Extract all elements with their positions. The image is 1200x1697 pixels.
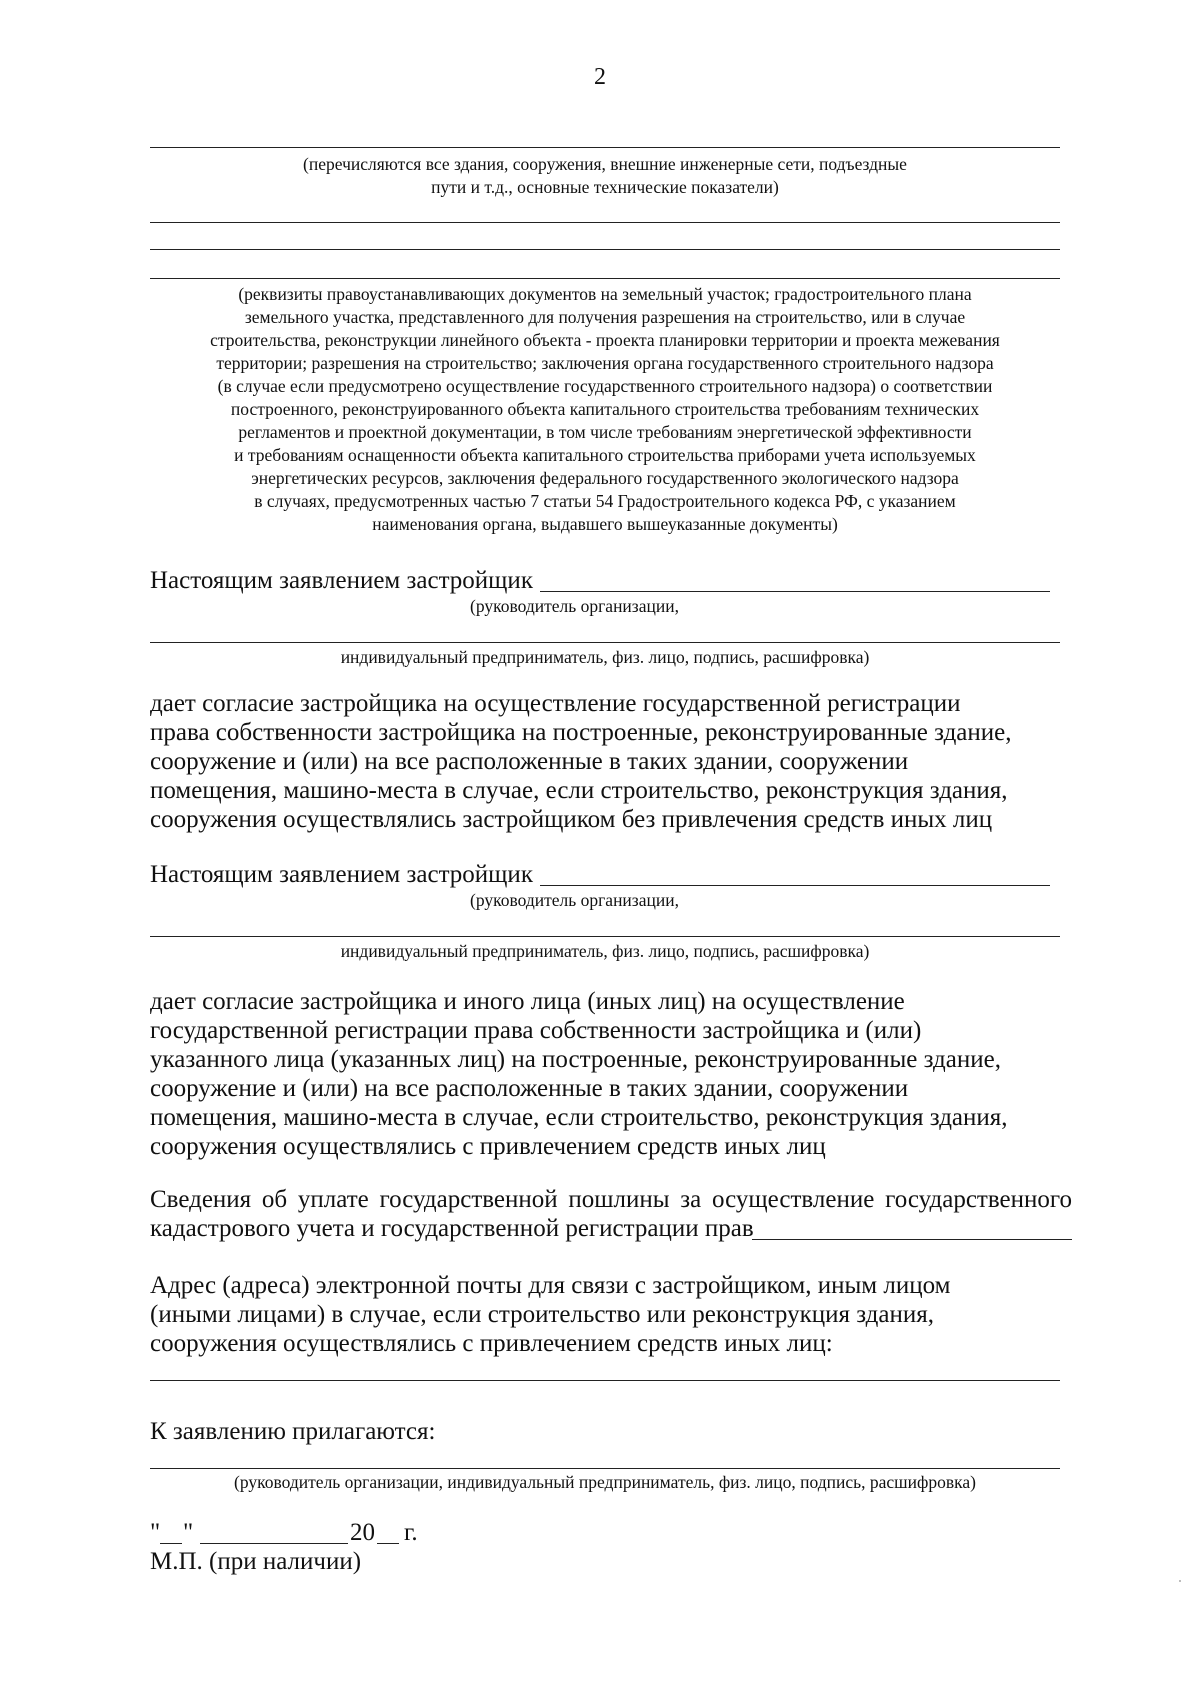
date-year-suffix: г. bbox=[404, 1519, 418, 1546]
caption-line: регламентов и проектной документации, в том числе требованиям энергетической эффективности bbox=[238, 422, 972, 442]
statement1-caption-2: индивидуальный предприниматель, физ. лицо, подпись, расшифровка) bbox=[340, 647, 870, 667]
email-field[interactable] bbox=[150, 1380, 1060, 1381]
paragraph-line: сооружения осуществлялись с привлечением средств иных лиц bbox=[150, 1133, 826, 1160]
caption-line: в случаях, предусмотренных частью 7 статьи 54 Градостроительного кодекса РФ, с указанием bbox=[254, 491, 956, 511]
date-month-field[interactable] bbox=[200, 1543, 348, 1544]
email-paragraph bbox=[150, 1271, 950, 1358]
paragraph-line: Адрес (адреса) электронной почты для связи с застройщиком, иным лицом bbox=[150, 1272, 951, 1299]
caption-line: и требованиям оснащенности объекта капитального строительства приборами учета используемых bbox=[234, 445, 976, 465]
paragraph-line: помещения, машино-места в случае, если строительство, реконструкция здания, bbox=[150, 1104, 1008, 1131]
buildings-field-line bbox=[150, 147, 1060, 148]
statement1-caption-1: (руководитель организации, bbox=[470, 596, 679, 616]
paragraph-line: (иными лицами) в случае, если строительство или реконструкция здания, bbox=[150, 1301, 934, 1328]
caption-line: построенного, реконструированного объекта капитального строительства требованиям технических bbox=[230, 399, 980, 419]
scan-speck bbox=[1179, 1580, 1181, 1582]
statement1-applicant-field-2[interactable] bbox=[150, 642, 1060, 643]
statement2-lead: Настоящим заявлением застройщик bbox=[150, 861, 533, 888]
paragraph-line: дает согласие застройщика на осуществление государственной регистрации bbox=[150, 690, 961, 717]
fee-field[interactable] bbox=[752, 1239, 1072, 1240]
paragraph-line: помещения, машино-места в случае, если строительство, реконструкция здания, bbox=[150, 777, 1008, 804]
statement2-caption-1: (руководитель организации, bbox=[470, 890, 679, 910]
statement1-paragraph bbox=[150, 689, 1012, 834]
statement2-paragraph bbox=[150, 987, 1008, 1161]
attachments-field[interactable] bbox=[150, 1468, 1060, 1469]
documents-field-line-1 bbox=[150, 222, 1060, 223]
signature-caption: (руководитель организации, индивидуальный предприниматель, физ. лицо, подпись, расшифровка) bbox=[234, 1472, 976, 1492]
paragraph-line: указанного лица (указанных лиц) на построенные, реконструированные здание, bbox=[150, 1046, 1001, 1073]
statement2-applicant-field-2[interactable] bbox=[150, 936, 1060, 937]
caption-line: пути и т.д., основные технические показатели) bbox=[431, 177, 779, 197]
caption-line: (реквизиты правоустанавливающих документов на земельный участок; градостроительного плана bbox=[238, 284, 972, 304]
caption-line: энергетических ресурсов, заключения федерального государственного экологического надзора bbox=[251, 468, 959, 488]
paragraph-line: сооружение и (или) на все расположенные в таких здании, сооружении bbox=[150, 748, 909, 775]
caption-line: строительства, реконструкции линейного объекта - проекта планировки территории и проекта межевания bbox=[210, 330, 1000, 350]
paragraph-line: дает согласие застройщика и иного лица (иных лиц) на осуществление bbox=[150, 988, 905, 1015]
caption-line: земельного участка, представленного для получения разрешения на строительство, или в случае bbox=[244, 307, 966, 327]
buildings-caption bbox=[150, 153, 1060, 199]
paragraph-line: сооружения осуществлялись застройщиком без привлечения средств иных лиц bbox=[150, 806, 993, 833]
caption-line: наименования органа, выдавшего вышеуказанные документы) bbox=[372, 514, 838, 534]
date-quote-close: " bbox=[183, 1519, 194, 1546]
fee-line-1: Сведения об уплате государственной пошлины за осуществление государственного bbox=[150, 1186, 1072, 1213]
paragraph-line: сооружение и (или) на все расположенные в таких здании, сооружении bbox=[150, 1075, 909, 1102]
fee-line-2: кадастрового учета и государственной регистрации прав bbox=[150, 1215, 754, 1242]
paragraph-line: государственной регистрации права собственности застройщика и (или) bbox=[150, 1017, 922, 1044]
date-year-field[interactable] bbox=[377, 1543, 399, 1544]
fee-paragraph bbox=[150, 1185, 1072, 1243]
statement1-lead: Настоящим заявлением застройщик bbox=[150, 567, 533, 594]
statement2-caption-2: индивидуальный предприниматель, физ. лицо, подпись, расшифровка) bbox=[340, 941, 870, 961]
caption-line: (перечисляются все здания, сооружения, внешние инженерные сети, подъездные bbox=[303, 154, 907, 174]
date-day-field[interactable] bbox=[160, 1543, 182, 1544]
date-year-prefix: 20 bbox=[350, 1519, 375, 1546]
attachments-label: К заявлению прилагаются: bbox=[150, 1418, 436, 1445]
documents-field-line-2 bbox=[150, 249, 1060, 250]
caption-line: территории; разрешения на строительство; заключения органа государственного строительного надзора bbox=[216, 353, 994, 373]
date-quote-open: " bbox=[150, 1519, 161, 1546]
paragraph-line: сооружения осуществлялись с привлечением средств иных лиц: bbox=[150, 1330, 833, 1357]
statement1-applicant-field[interactable] bbox=[540, 591, 1050, 592]
page-number: 2 bbox=[594, 64, 606, 90]
stamp-label: М.П. (при наличии) bbox=[150, 1548, 362, 1575]
caption-line: (в случае если предусмотрено осуществление государственного строительного надзора) о соответствии bbox=[217, 376, 993, 396]
documents-field-line-3 bbox=[150, 278, 1060, 279]
statement2-applicant-field[interactable] bbox=[540, 885, 1050, 886]
documents-caption bbox=[140, 283, 1070, 536]
paragraph-line: права собственности застройщика на построенные, реконструированные здание, bbox=[150, 719, 1012, 746]
